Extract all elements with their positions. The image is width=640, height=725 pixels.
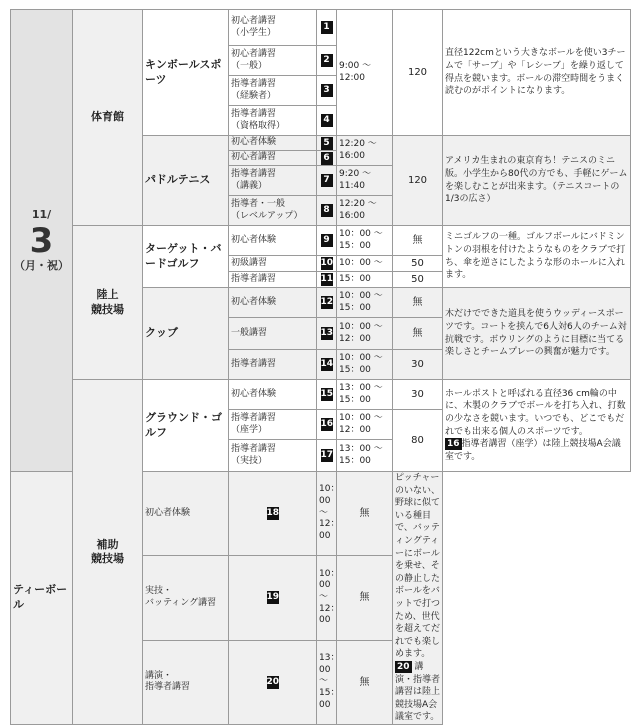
- course-capacity: 無: [393, 288, 443, 318]
- course-number-badge: 10: [320, 258, 334, 268]
- course-label: 指導者講習: [229, 272, 317, 288]
- course-number: [317, 288, 337, 318]
- course-label: 指導者講習 （経験者）: [229, 76, 317, 106]
- venue-gym: 体育館: [73, 10, 143, 226]
- course-label: 初心者講習: [229, 151, 317, 166]
- course-number-badge: 19: [266, 592, 280, 603]
- course-label: 講演・ 指導者講習: [143, 640, 229, 724]
- course-time: 12:20 ～ 16:00: [337, 136, 393, 166]
- course-number-badge: 13: [320, 328, 334, 338]
- course-time: 10：00 ～ 12：00: [317, 472, 337, 556]
- course-number-badge: 15: [320, 389, 334, 399]
- course-number: [317, 226, 337, 256]
- sport-description-target-bird-golf: ミニゴルフの一種。ゴルフボールにバドミントンの羽根を付けたようなものをクラブで打ち、傘を逆さにしたような形のホールに入れます。: [443, 226, 631, 288]
- course-time: 10：00 ～ 12：00: [337, 410, 393, 440]
- sport-description-kubb: 木だけでできた道具を使うウッディースポーツです。コートを挟んで6人対6人のチーム対抗戦です。ボウリングのように目標に当てる楽しさとチームプレーの興奮が魅力です。: [443, 288, 631, 380]
- course-time: 10：00 ～ 12：00: [317, 556, 337, 640]
- course-number-badge: 20: [266, 676, 280, 687]
- course-number: [317, 166, 337, 196]
- course-capacity: 無: [337, 640, 393, 724]
- note-course-number-badge: 20: [397, 661, 410, 672]
- venue-athletics-field: 陸上 競技場: [73, 226, 143, 380]
- course-number: [229, 556, 317, 640]
- course-time: 15：00: [337, 272, 393, 288]
- course-label: 指導者講習 （講義）: [229, 166, 317, 196]
- course-label: 一般講習: [229, 318, 317, 350]
- course-time: 10：00 ～ 12：00: [337, 318, 393, 350]
- course-time: 10：00 ～ 15：00: [337, 350, 393, 380]
- course-number: [317, 196, 337, 226]
- course-number-badge: 5: [321, 137, 333, 150]
- date-cell: [11, 10, 73, 472]
- course-capacity: 無: [393, 318, 443, 350]
- course-label: 初心者体験: [229, 288, 317, 318]
- course-label: 初心者講習 （小学生）: [229, 10, 317, 46]
- course-time: 9:20 ～ 11:40: [337, 166, 393, 196]
- course-time: 10：00 ～ 15：00: [337, 226, 393, 256]
- course-number: [317, 10, 337, 46]
- course-number: [317, 136, 337, 151]
- course-time: 10：00 ～: [337, 256, 393, 272]
- venue-auxiliary-field: 補助 競技場: [73, 380, 143, 725]
- course-number-badge: 4: [321, 114, 333, 127]
- description-text: ピッチャーのいない、野球に似ている種目で、バッティングティーにボールを乗せ、その静止したボールをバットで打つため、世代を超えてだれでも楽しめます。: [395, 473, 441, 660]
- course-number-badge: 1: [321, 21, 333, 34]
- course-capacity: 無: [393, 226, 443, 256]
- note-text: 指導者講習（座学）は陸上競技場A会議室です。: [445, 439, 621, 462]
- course-capacity: 120: [393, 136, 443, 226]
- course-capacity: 30: [393, 350, 443, 380]
- course-number-badge: 18: [266, 508, 280, 519]
- course-number: [317, 318, 337, 350]
- note-text: 講演・指導者講習は陸上競技場A会議室です。: [395, 661, 441, 723]
- course-capacity: 80: [393, 410, 443, 472]
- course-number: [317, 380, 337, 410]
- course-capacity: 30: [393, 380, 443, 410]
- course-label: 実技・ バッティング講習: [143, 556, 229, 640]
- course-label: 指導者講習 （資格取得）: [229, 106, 317, 136]
- date-weekday: （月・祝）: [14, 258, 69, 272]
- course-time: 9:00 ～ 12:00: [337, 10, 393, 136]
- course-capacity: 50: [393, 272, 443, 288]
- description-text: ホールポストと呼ばれる直径36 cm輪の中に、木製のクラブでボールを打ち入れ、打数の少なさを競います。いつでも、どこでもだれでも出来る個人のスポーツです。: [445, 388, 626, 437]
- course-number-badge: 2: [321, 54, 333, 67]
- course-number: [317, 272, 337, 288]
- course-capacity: 無: [337, 556, 393, 640]
- sport-name-kubb: クッブ: [143, 288, 229, 380]
- course-number: [229, 472, 317, 556]
- course-label: 初心者体験: [229, 226, 317, 256]
- course-time: 13：00 ～ 15：00: [337, 440, 393, 472]
- course-number-badge: 17: [320, 450, 334, 460]
- course-number: [317, 440, 337, 472]
- sport-name-paddle-tennis: パドルテニス: [143, 136, 229, 226]
- sport-name-ground-golf: グラウンド・ゴルフ: [143, 380, 229, 472]
- date-month: 11/: [31, 208, 52, 222]
- course-number-badge: 12: [320, 297, 334, 307]
- course-number: [317, 350, 337, 380]
- sport-description-paddle-tennis: アメリカ生まれの東京育ち！テニスのミニ版。小学生から80代の方でも、手軽にゲームを楽しむことが出来ます。（テニスコートの1/3の広さ）: [443, 136, 631, 226]
- course-number: [317, 256, 337, 272]
- course-capacity: 50: [393, 256, 443, 272]
- course-capacity: 120: [393, 10, 443, 136]
- sport-description-kinball: 直径122cmという大きなボールを使い3チームで「サーブ」や「レシーブ」を繰り返して得点を競います。ボールの滞空時間をうまく読むのがポイントになります。: [443, 10, 631, 136]
- course-number: [317, 106, 337, 136]
- course-label: 初心者体験: [229, 136, 317, 151]
- course-label: 初級講習: [229, 256, 317, 272]
- course-label: 初心者講習 （一般）: [229, 46, 317, 76]
- sport-name-kinball: キンボールスポーツ: [143, 10, 229, 136]
- course-time: 13：00 ～ 15：00: [337, 380, 393, 410]
- course-number: [317, 46, 337, 76]
- sport-name-tee-ball: ティーボール: [11, 472, 73, 725]
- course-label: 指導者講習 （座学）: [229, 410, 317, 440]
- course-time: 10：00 ～ 15：00: [337, 288, 393, 318]
- course-label: 初心者体験: [229, 380, 317, 410]
- course-number: [317, 151, 337, 166]
- note-course-number-badge: 16: [447, 439, 460, 450]
- course-number-badge: 8: [321, 204, 333, 217]
- course-number-badge: 3: [321, 84, 333, 97]
- course-number-badge: 11: [320, 274, 334, 284]
- sport-description-tee-ball: [393, 472, 443, 725]
- course-label: 指導者講習: [229, 350, 317, 380]
- course-number: [317, 76, 337, 106]
- course-capacity: 無: [337, 472, 393, 556]
- course-number: [229, 640, 317, 724]
- schedule-table: [10, 9, 631, 725]
- course-label: 初心者体験: [143, 472, 229, 556]
- course-number: [317, 410, 337, 440]
- course-label: 指導者講習 （実技）: [229, 440, 317, 472]
- course-number-badge: 14: [320, 359, 334, 369]
- course-number-badge: 7: [321, 174, 333, 187]
- course-number-badge: 6: [321, 152, 333, 165]
- course-label: 指導者・一般 （レベルアップ）: [229, 196, 317, 226]
- sport-description-ground-golf: [443, 380, 631, 472]
- course-number-badge: 9: [321, 234, 333, 247]
- date-day: 3: [29, 220, 54, 261]
- course-time: 13：00 ～ 15：00: [317, 640, 337, 724]
- sport-name-target-bird-golf: ターゲット・バードゴルフ: [143, 226, 229, 288]
- course-number-badge: 16: [320, 419, 334, 429]
- course-time: 12:20 ～ 16:00: [337, 196, 393, 226]
